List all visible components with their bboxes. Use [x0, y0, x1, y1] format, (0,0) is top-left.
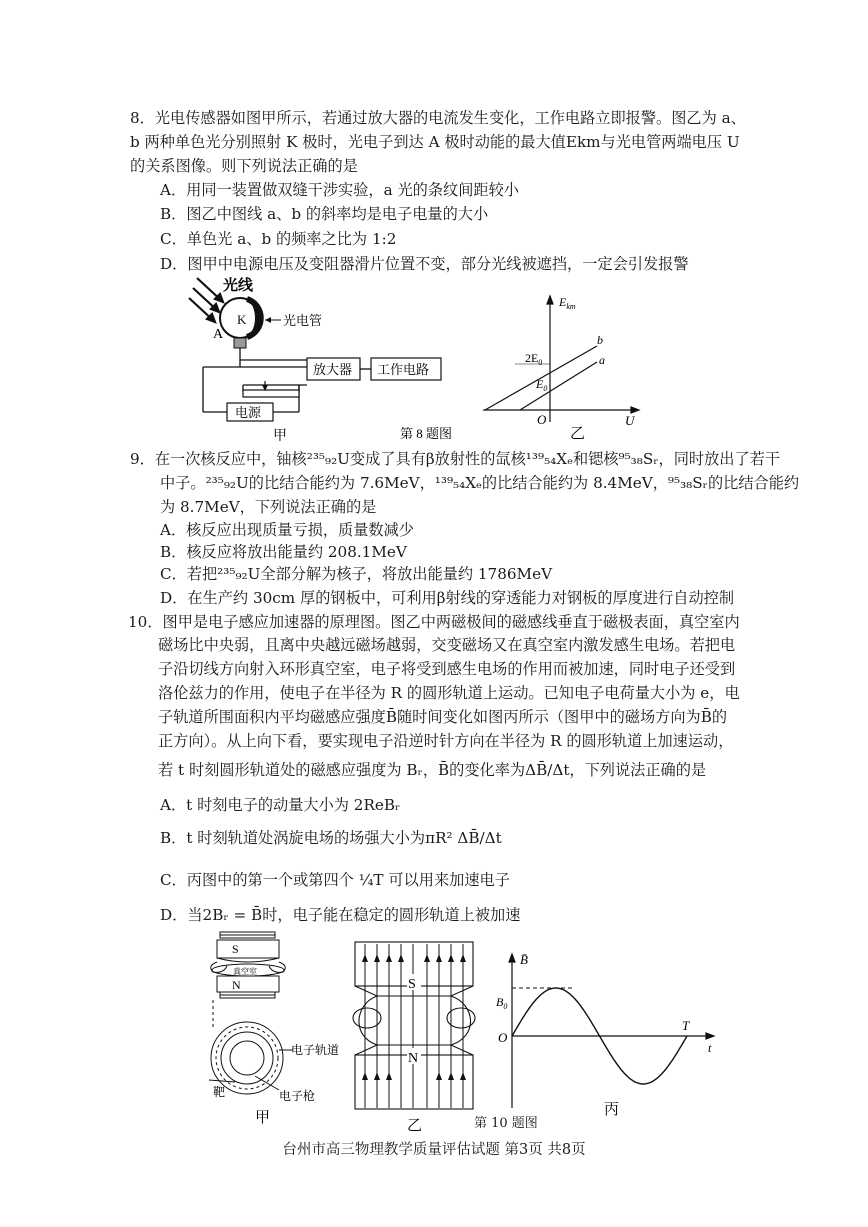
b-label: b: [597, 333, 603, 347]
a-line-label: a: [599, 353, 605, 367]
ekm-axis-label: $E_{km}$: [559, 295, 576, 311]
light-label: 光线: [223, 278, 254, 294]
u-axis-label: U: [625, 413, 635, 428]
q10-option-b: B．t 时刻轨道处涡旋电场的场强大小为πR² ΔB̄/Δt: [160, 829, 502, 847]
origin-label: O: [537, 412, 547, 427]
q9-stem-line-3: 为 8.7MeV，下列说法正确的是: [160, 498, 377, 516]
tube-label: 光电管: [283, 313, 323, 328]
origin-bing: O: [498, 1030, 508, 1045]
q8-stem-line-2: b 两种单色光分别照射 K 极时，光电子到达 A 极时动能的最大值Ekm与光电管两端电压 U: [130, 133, 740, 151]
q8-fig-yi: 乙: [570, 426, 586, 442]
q9-option-d: D．在生产约 30cm 厚的钢板中，可利用β射线的穿透能力对钢板的厚度进行自动控制: [160, 589, 735, 607]
n-pole-yi: N: [408, 1051, 419, 1066]
target-label: 靶: [213, 1085, 226, 1099]
b0-label: $B_0$: [496, 995, 508, 1011]
q10-option-a: A．t 时刻电子的动量大小为 2ReBᵣ: [160, 796, 401, 814]
q9-option-b: B．核反应将放出能量约 208.1MeV: [160, 543, 407, 561]
q10-stem-line-5: 子轨道所围面积内平均磁感应强度B̄随时间变化如图丙所示（图甲中的磁场方向为B̄的: [158, 708, 728, 726]
a-label: A: [213, 327, 224, 342]
work-label: 工作电路: [377, 362, 430, 377]
n-pole-label: N: [232, 978, 241, 992]
q10-fig-yi: 乙: [407, 1118, 423, 1134]
q8-fig-caption: 第 8 题图: [400, 426, 453, 441]
power-label: 电源: [235, 405, 262, 420]
amp-label: 放大器: [313, 362, 353, 377]
q8-figure-graph: [475, 290, 650, 445]
gun-label: 电子枪: [279, 1089, 316, 1103]
s-pole-label: S: [232, 942, 239, 956]
q10-stem-line-1: 10．图甲是电子感应加速器的原理图。图乙中两磁极间的磁感线垂直于磁极表面，真空室内: [128, 613, 740, 631]
q10-figure-bing: [492, 948, 722, 1123]
q10-stem-line-7: 若 t 时刻圆形轨道处的磁感应强度为 Bᵣ，B̄的变化率为ΔB̄/Δt，下列说法正确的是: [158, 761, 707, 779]
t-axis-label: t: [708, 1041, 712, 1055]
q10-stem-line-4: 洛伦兹力的作用，使电子在半径为 R 的圆形轨道上运动。已知电子电荷量大小为 e，电: [158, 684, 740, 702]
two-e0-label: $2E_0$: [525, 351, 543, 367]
k-label: K: [237, 312, 247, 327]
period-label: T: [682, 1018, 690, 1033]
q10-stem-line-3: 子沿切线方向射入环形真空室，电子将受到感生电场的作用而被加速，同时电子还受到: [158, 660, 736, 678]
q9-option-a: A．核反应出现质量亏损，质量数减少: [160, 521, 414, 539]
q10-fig-caption: 第 10 题图: [474, 1116, 538, 1131]
q8-option-b: B．图乙中图线 a、b 的斜率均是电子电量的大小: [160, 205, 489, 223]
q8-option-a: A．用同一装置做双缝干涉实验，a 光的条纹间距较小: [160, 181, 519, 199]
q10-fig-bing: 丙: [604, 1102, 620, 1118]
line-a: [520, 362, 597, 410]
q9-stem-line-2: 中子。²³⁵₉₂U的比结合能约为 7.6MeV，¹³⁹₅₄Xₑ的比结合能约为 8.4MeV，⁹⁵₃₈Sᵣ的比结合能约: [160, 474, 800, 492]
q10-stem-line-2: 磁场比中央弱，且离中央越远磁场越弱，交变磁场又在真空室内激发感生电场。若把电: [158, 636, 736, 654]
page-footer: 台州市高三物理教学质量评估试题 第3页 共8页: [282, 1142, 586, 1158]
q9-option-c: C．若把²³⁵₉₂U全部分解为核子，将放出能量约 1786MeV: [160, 565, 553, 583]
q10-option-c: C．丙图中的第一个或第四个 ¼T 可以用来加速电子: [160, 871, 510, 889]
orbit-label: 电子轨道: [291, 1043, 340, 1057]
q8-figure-circuit: [185, 272, 455, 447]
e0-label: $E_0$: [536, 377, 548, 393]
q10-figure-jia: [195, 930, 345, 1130]
bbar-axis-label: B̄: [520, 952, 528, 967]
q8-option-d: D．图甲中电源电压及变阻器滑片位置不变，部分光线被遮挡，一定会引发报警: [160, 255, 689, 273]
q10-fig-jia: 甲: [255, 1110, 271, 1126]
q9-stem-line-1: 9．在一次核反应中，铀核²³⁵₉₂U变成了具有β放射性的氙核¹³⁹₅₄Xₑ和锶核⁹⁵₃₈Sᵣ，同时放出了若干: [130, 450, 781, 468]
q8-fig-jia: 甲: [273, 429, 287, 444]
vac-label: 真空室: [233, 967, 257, 976]
s-pole-yi: S: [408, 977, 416, 992]
q10-figure-yi: [345, 940, 490, 1135]
q8-stem-line-1: 8．光电传感器如图甲所示，若通过放大器的电流发生变化，工作电路立即报警。图乙为 a、: [130, 109, 746, 127]
q8-option-c: C．单色光 a、b 的频率之比为 1:2: [160, 230, 397, 248]
q10-option-d: D．当2Bᵣ = B̄时，电子能在稳定的圆形轨道上被加速: [160, 906, 521, 924]
q8-stem-line-3: 的关系图像。则下列说法正确的是: [130, 157, 358, 175]
q10-stem-line-6: 正方向）。从上向下看，要实现电子沿逆时针方向在半径为 R 的圆形轨道上加速运动，: [158, 732, 734, 750]
